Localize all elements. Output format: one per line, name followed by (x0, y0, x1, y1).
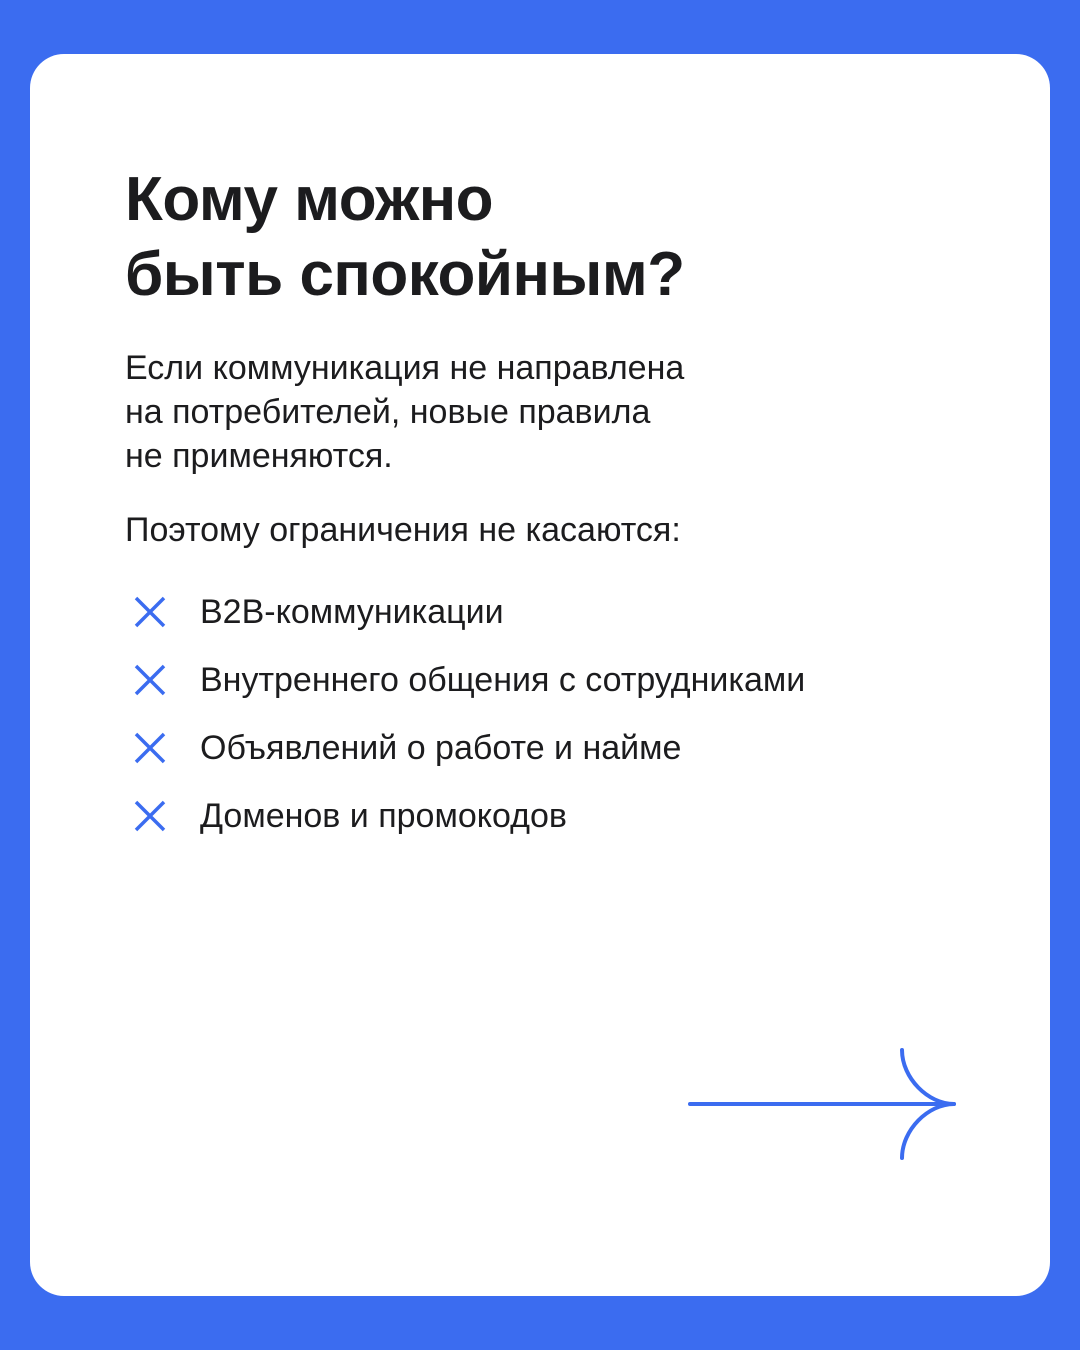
list-item-label: Внутреннего общения с сотрудниками (200, 661, 806, 699)
list-item (130, 782, 805, 850)
list-item-label: B2B-коммуникации (200, 593, 504, 631)
cross-icon (130, 796, 170, 836)
cross-icon (130, 728, 170, 768)
title-line-1: Кому можно (125, 165, 494, 234)
list-intro: Поэтому ограничения не касаются: (125, 511, 681, 549)
slide-card (30, 54, 1050, 1296)
lead-line-3: не применяются. (125, 437, 393, 475)
list-item-label: Доменов и промокодов (200, 797, 567, 835)
lead-line-1: Если коммуникация не направлена (125, 349, 685, 387)
title-line-2: быть спокойным? (125, 240, 685, 309)
arrow-right-icon[interactable] (688, 1048, 960, 1160)
list-item (130, 646, 805, 714)
lead-paragraph (125, 346, 684, 478)
list-item-label: Объявлений о работе и найме (200, 729, 682, 767)
lead-line-2: на потребителей, новые правила (125, 393, 651, 431)
list-item (130, 714, 805, 782)
list-item (130, 578, 805, 646)
page-title (125, 162, 925, 312)
exceptions-list (130, 578, 805, 850)
cross-icon (130, 592, 170, 632)
cross-icon (130, 660, 170, 700)
